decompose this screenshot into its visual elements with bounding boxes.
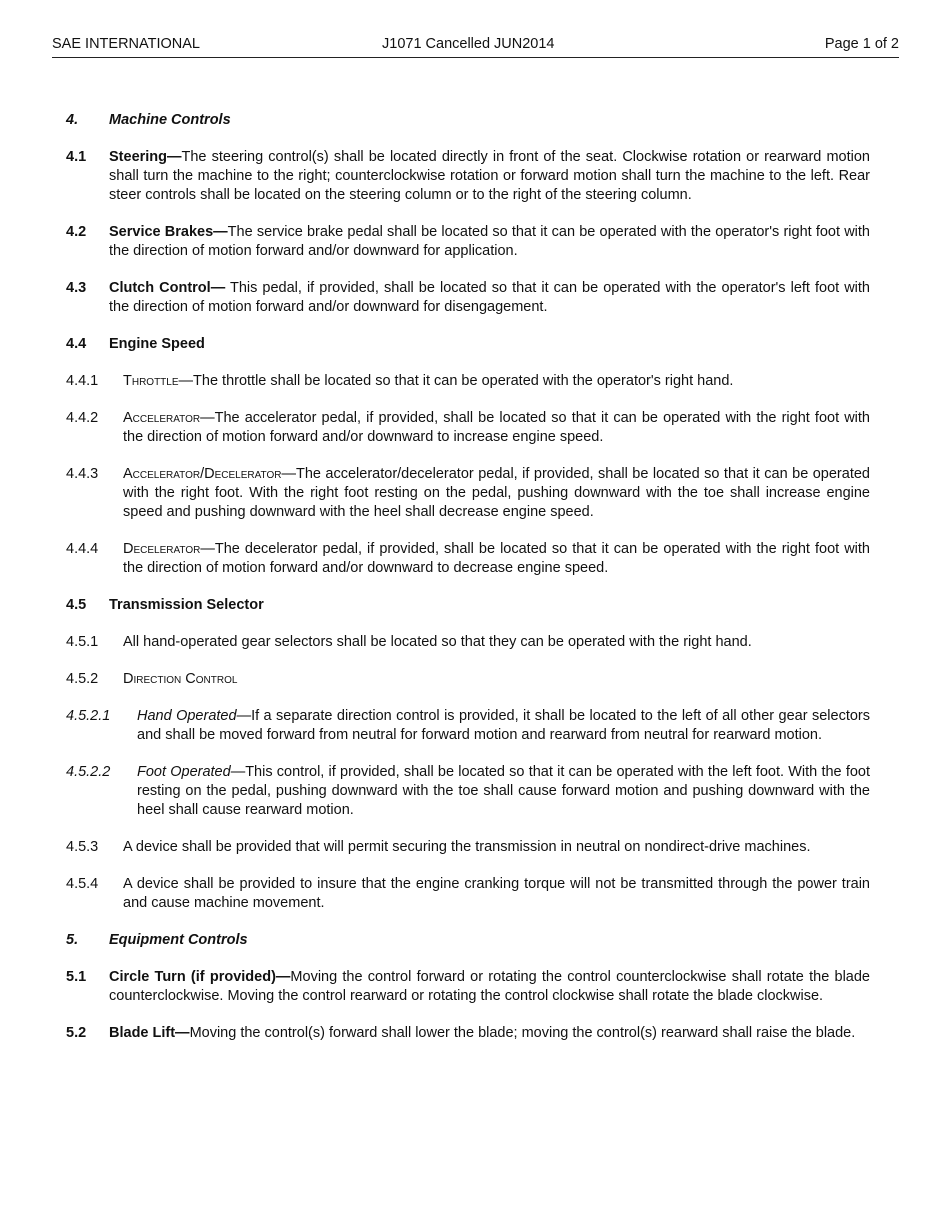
- section-4-4-4: [66, 540, 870, 578]
- section-text: —This control, if provided, shall be located so that it can be operated with the left foot. With the foot resting on the pedal, pushing downward with the toe shall cause forward motion and pushing downward with the heel shall cause rearward motion.: [137, 764, 871, 818]
- section-4-5-3: [66, 838, 870, 857]
- section-4-3: [66, 279, 870, 317]
- section-number: 4.1: [66, 149, 87, 165]
- page-header: [52, 34, 899, 58]
- section-title: Hand Operated: [137, 708, 237, 724]
- section-5-2: [66, 1024, 870, 1043]
- section-5-1: [66, 968, 870, 1006]
- section-4-1: [66, 148, 870, 205]
- section-title: Foot Operated: [137, 764, 231, 780]
- section-text: A device shall be provided to insure that the engine cranking torque will not be transmitted through the power train and cause machine movement.: [123, 876, 870, 911]
- section-number: 4.: [66, 112, 79, 128]
- document-body: [66, 111, 870, 1061]
- section-number: 4.4.3: [66, 466, 99, 482]
- section-text: Moving the control(s) forward shall lower the blade; moving the control(s) rearward shall raise the blade.: [189, 1025, 856, 1041]
- section-number: 5.: [66, 932, 79, 948]
- section-text: —The accelerator/decelerator pedal, if provided, shall be located so that it can be operated with the right foot. With the right foot resting on the pedal, pushing downward with the toe shall increase engine speed and pushing downward with the heel shall decrease engine speed.: [123, 466, 870, 520]
- section-title: Accelerator/Decelerator: [123, 466, 282, 482]
- section-number: 4.5.2.2: [66, 764, 111, 780]
- section-text: This pedal, if provided, shall be located so that it can be operated with the operator's left foot with the direction of motion forward and/or downward for disengagement.: [109, 280, 870, 315]
- section-4-5-2-1: [66, 707, 870, 745]
- section-number: 4.4.4: [66, 541, 99, 557]
- section-title: Machine Controls: [109, 112, 231, 128]
- section-title: Service Brakes—: [109, 224, 228, 240]
- section-title: Equipment Controls: [109, 932, 248, 948]
- section-text: A device shall be provided that will permit securing the transmission in neutral on nondirect-drive machines.: [123, 839, 811, 855]
- section-title: Direction Control: [123, 671, 238, 687]
- section-4-5-1: [66, 633, 870, 652]
- section-number: 4.5.2.1: [66, 708, 111, 724]
- section-text: —The decelerator pedal, if provided, shall be located so that it can be operated with the right foot with the direction of motion forward and/or downward to decrease engine speed.: [123, 541, 870, 576]
- section-heading-5: [66, 931, 870, 950]
- section-text: Moving the control forward or rotating the control counterclockwise shall rotate the blade counterclockwise. Moving the control rearward or rotating the control clockwise shall rotate the blade clockwise.: [109, 969, 870, 1004]
- section-number: 4.5.4: [66, 876, 99, 892]
- section-text: —If a separate direction control is provided, it shall be located to the left of all other gear selectors and shall be moved forward from neutral for forward motion and rearward from neutral for rearward motion.: [137, 708, 870, 743]
- section-text: —The throttle shall be located so that it can be operated with the operator's right hand.: [178, 373, 734, 389]
- section-number: 4.4: [66, 336, 87, 352]
- section-heading-4: [66, 111, 870, 130]
- section-number: 5.1: [66, 969, 87, 985]
- section-number: 4.3: [66, 280, 87, 296]
- section-text: The service brake pedal shall be located so that it can be operated with the operator's right foot with the direction of motion forward and/or downward for application.: [109, 224, 870, 259]
- section-4-5-4: [66, 875, 870, 913]
- section-title: Throttle: [123, 373, 179, 389]
- header-document-id: J1071 Cancelled JUN2014: [382, 36, 555, 52]
- section-title: Decelerator: [123, 541, 201, 557]
- section-number: 4.4.1: [66, 373, 99, 389]
- section-4-4-1: [66, 372, 870, 391]
- section-number: 4.2: [66, 224, 87, 240]
- section-number: 4.5.1: [66, 634, 99, 650]
- section-title: Engine Speed: [109, 336, 205, 352]
- section-4-4: [66, 335, 870, 354]
- section-4-5-2-2: [66, 763, 870, 820]
- section-title: Clutch Control—: [109, 280, 226, 296]
- section-number: 4.5.3: [66, 839, 99, 855]
- section-4-5: [66, 596, 870, 615]
- section-number: 4.4.2: [66, 410, 99, 426]
- section-4-2: [66, 223, 870, 261]
- section-title: Transmission Selector: [109, 597, 264, 613]
- section-text: The steering control(s) shall be located directly in front of the seat. Clockwise rotation or rearward motion shall turn the machine to the right; counterclockwise rotation or forward motion shall turn the machine to the left. Rear steer controls shall be located on the steering column or to the right of the steering column.: [109, 149, 870, 203]
- header-page-number: Page 1 of 2: [824, 36, 899, 52]
- section-4-5-2: [66, 670, 870, 689]
- section-title: Steering—: [109, 149, 182, 165]
- section-text: All hand-operated gear selectors shall be located so that they can be operated with the right hand.: [123, 634, 752, 650]
- section-number: 4.5.2: [66, 671, 99, 687]
- section-title: Circle Turn (if provided)—: [109, 969, 291, 985]
- section-number: 4.5: [66, 597, 87, 613]
- section-title: Accelerator: [123, 410, 201, 426]
- section-number: 5.2: [66, 1025, 87, 1041]
- section-4-4-3: [66, 465, 870, 522]
- section-title: Blade Lift—: [109, 1025, 190, 1041]
- section-4-4-2: [66, 409, 870, 447]
- header-publisher: SAE INTERNATIONAL: [52, 36, 200, 52]
- section-text: —The accelerator pedal, if provided, shall be located so that it can be operated with the right foot with the direction of motion forward and/or downward to increase engine speed.: [123, 410, 870, 445]
